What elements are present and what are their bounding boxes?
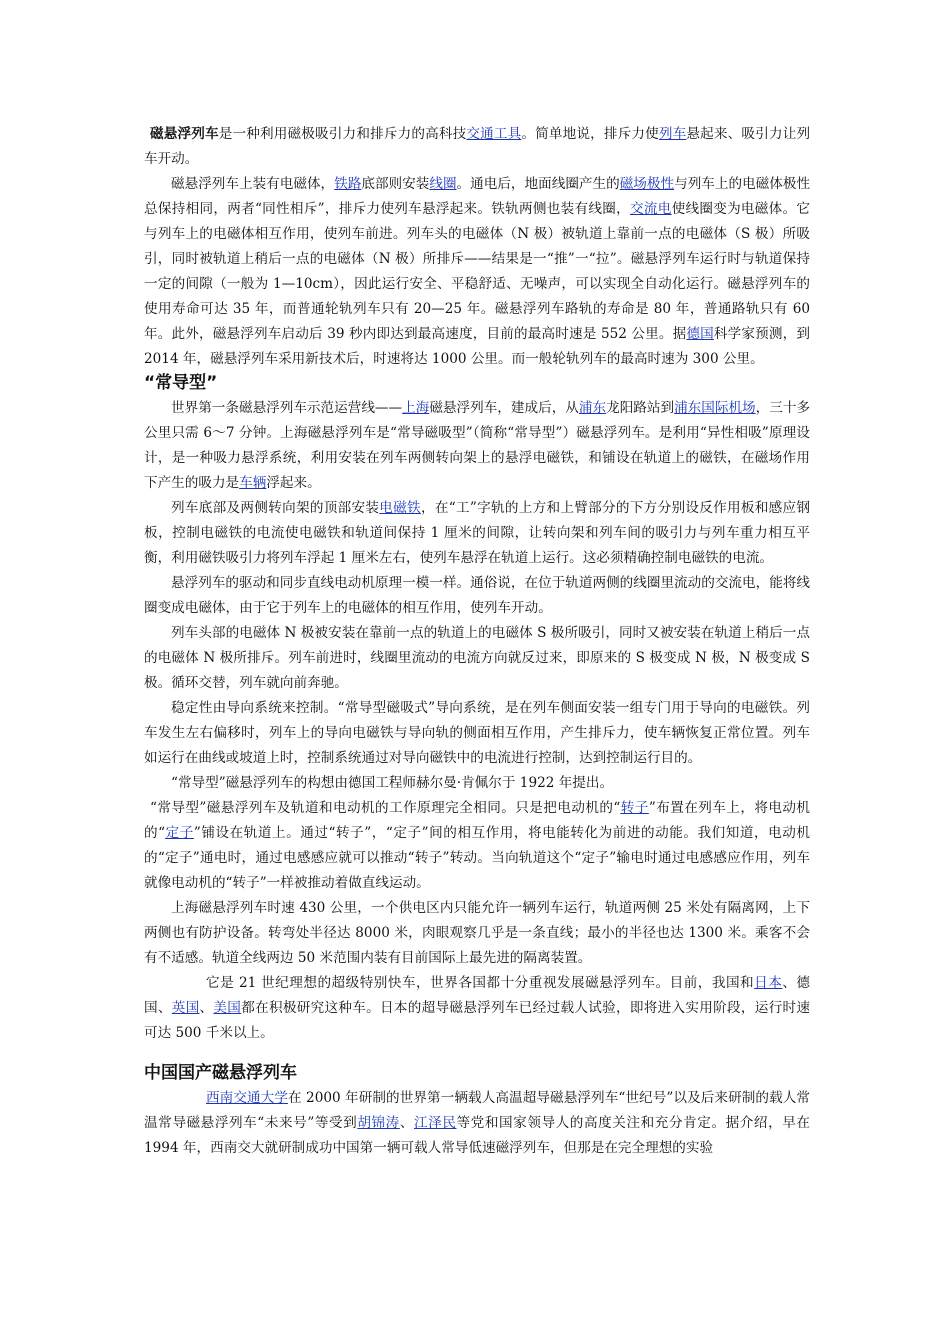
link-swjtu[interactable]: 西南交通大学 — [206, 1090, 288, 1106]
link-usa[interactable]: 美国 — [213, 1000, 242, 1016]
paragraph-shanghai-speed: 上海磁悬浮列车时速 430 公里，一个供电区内只能允许一辆列车运行，轨道两侧 25 米处有隔离网，上下两侧也有防护设备。转弯处半径达 8000 米，肉眼观察几乎是一条直线；最小的半径也达 1300 米。乘客不会有不适感。轨道全线两边 50 米范围内装有目前国际上最先进的隔离装置。 — [144, 900, 810, 966]
paragraph-principle: 磁悬浮列车上装有电磁体，铁路底部则安装线圈。通电后，地面线圈产生的磁场极性与列车上的电磁体极性总保持相同，两者“同性相斥”，排斥力使列车悬浮起来。铁轨两侧也装有线圈，交流电使线圈变为电磁体。它与列车上的电磁体相互作用，使列车前进。列车头的电磁体（N 极）被轨道上靠前一点的电磁体（S 极）所吸引，同时被轨道上稍后一点的电磁体（N 极）所排斥——结果是一“推”一“拉”。磁悬浮列车运行时与轨道保持一定的间隙（一般为 1—10cm），因此运行安全、平稳舒适、无噪声，可以实现全自动化运行。磁悬浮列车的使用寿命可达 35 年，而普通轮轨列车只有 20—25 年。磁悬浮列车路轨的寿命是 80 年，普通路轨只有 60 年。此外，磁悬浮列车启动后 39 秒内即达到最高速度，目前的最高时速是 552 公里。据德国科学家预测，到 2014 年，磁悬浮列车采用新技术后，时速将达 1000 公里。而一般轮轨列车的最高时速为 300 公里。 — [144, 176, 811, 367]
paragraph-world-development: 它是 21 世纪理想的超级特别快车，世界各国都十分重视发展磁悬浮列车。目前，我国和日本、德国、英国、美国都在积极研究这种车。日本的超导磁悬浮列车已经过载人试验，即将进入实用阶段，运行时速可达 500 千米以上。 — [144, 975, 811, 1041]
heading-china-maglev: 中国国产磁悬浮列车 — [144, 1063, 297, 1083]
link-vehicle[interactable]: 车辆 — [239, 475, 267, 491]
link-train[interactable]: 列车 — [658, 126, 687, 142]
heading-normal-conducting: “常导型” — [144, 373, 218, 393]
paragraph-stability: 稳定性由导向系统来控制。“常导型磁吸式”导向系统，是在列车侧面安装一组专门用于导向的电磁铁。列车发生左右偏移时，列车上的导向电磁铁与导向轨的侧面相互作用，产生排斥力，使车辆恢复正常位置。列车如运行在曲线或坡道上时，控制系统通过对导向磁铁中的电流进行控制，达到控制运行目的。 — [144, 700, 810, 766]
paragraph-shanghai-line: 世界第一条磁悬浮列车示范运营线——上海磁悬浮列车，建成后，从浦东龙阳路站到浦东国际机场，三十多公里只需 6～7 分钟。上海磁悬浮列车是“常导磁吸型”（简称“常导型”）磁悬浮列车。是利用“异性相吸”原理设计，是一种吸力悬浮系统，利用安装在列车两侧转向架上的悬浮电磁铁，和铺设在轨道上的磁铁，在磁场作用下产生的吸力是车辆浮起来。 — [144, 400, 811, 491]
paragraph-electromagnet: 列车底部及两侧转向架的顶部安装电磁铁，在“工”字轨的上方和上臂部分的下方分别设反作用板和感应钢板，控制电磁铁的电流使电磁铁和轨道间保持 1 厘米的间隙，让转向架和列车间的吸引力与列车重力相互平衡，利用磁铁吸引力将列车浮起 1 厘米左右，使列车悬浮在轨道上运行。这必须精确控制电磁铁的电流。 — [144, 500, 811, 566]
link-magnetic-polarity[interactable]: 磁场极性 — [619, 176, 675, 192]
paragraph-history: “常导型”磁悬浮列车的构想由德国工程师赫尔曼·肯佩尔于 1922 年提出。 — [171, 775, 614, 791]
link-jiang-zemin[interactable]: 江泽民 — [414, 1115, 457, 1131]
link-ac-current[interactable]: 交流电 — [629, 201, 672, 217]
link-pudong[interactable]: 浦东 — [578, 400, 607, 416]
link-stator[interactable]: 定子 — [165, 825, 194, 841]
intro-term: 磁悬浮列车 — [150, 126, 219, 142]
link-japan[interactable]: 日本 — [754, 975, 783, 991]
link-coil[interactable]: 线圈 — [429, 176, 457, 192]
link-transport[interactable]: 交通工具 — [466, 126, 522, 142]
intro-paragraph: 磁悬浮列车是一种利用磁极吸引力和排斥力的高科技交通工具。简单地说，排斥力使列车悬起来、吸引力让列车开动。 — [144, 126, 811, 167]
paragraph-motor-principle: “常导型”磁悬浮列车及轨道和电动机的工作原理完全相同。只是把电动机的“转子”布置在列车上，将电动机的“定子”铺设在轨道上。通过“转子”，“定子”间的相互作用，将电能转化为前进的动能。我们知道，电动机的“定子”通电时，通过电感感应就可以推动“转子”转动。当向轨道这个“定子”输电时通过电感感应作用，列车就像电动机的“转子”一样被推动着做直线运动。 — [144, 800, 810, 891]
link-shanghai[interactable]: 上海 — [402, 400, 430, 416]
paragraph-poles: 列车头部的电磁体 N 极被安装在靠前一点的轨道上的电磁体 S 极所吸引，同时又被安装在轨道上稍后一点的电磁体 N 极所排斥。列车前进时，线圈里流动的电流方向就反过来，即原来的 S 极变成 N 极，N 极变成 S 极。循环交替，列车就向前奔驰。 — [144, 625, 810, 691]
link-uk[interactable]: 英国 — [171, 1000, 200, 1016]
link-germany[interactable]: 德国 — [686, 326, 714, 342]
link-rotor[interactable]: 转子 — [620, 800, 649, 816]
link-electromagnet[interactable]: 电磁铁 — [379, 500, 421, 516]
paragraph-swjtu: 西南交通大学在 2000 年研制的世界第一辆载人高温超导磁悬浮列车“世纪号”以及后来研制的载人常温常导磁悬浮列车“未来号”等受到胡锦涛、江泽民等党和国家领导人的高度关注和充分肯定。据介绍，早在 1994 年，西南交大就研制成功中国第一辆可载人常导低速磁浮列车，但那是在完全理想的实验 — [144, 1090, 811, 1156]
link-railway[interactable]: 铁路 — [334, 176, 362, 192]
paragraph-linear-motor: 悬浮列车的驱动和同步直线电动机原理一模一样。通俗说，在位于轨道两侧的线圈里流动的交流电，能将线圈变成电磁体，由于它于列车上的电磁体的相互作用，使列车开动。 — [144, 575, 810, 616]
link-pudong-airport[interactable]: 浦东国际机场 — [674, 400, 756, 416]
link-hu-jintao[interactable]: 胡锦涛 — [357, 1115, 400, 1131]
